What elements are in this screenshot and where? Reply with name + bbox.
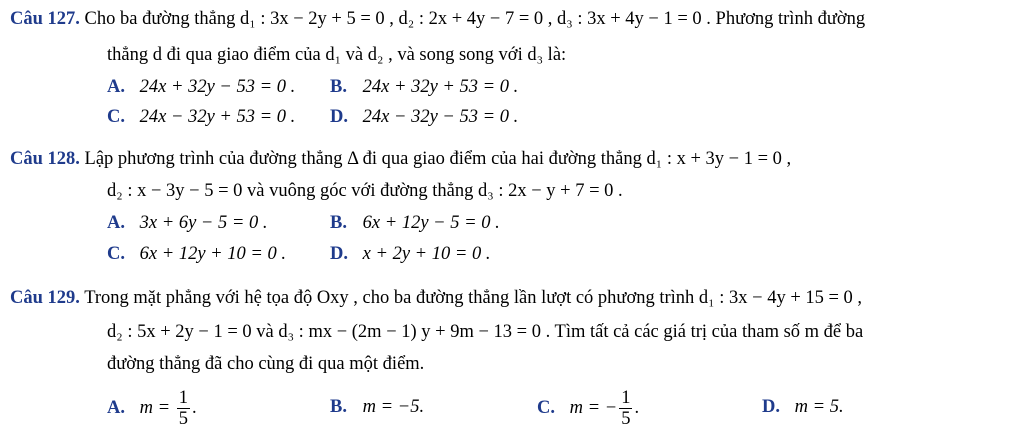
option-prefix: m = − <box>569 397 618 418</box>
fraction <box>619 388 632 429</box>
option-b[interactable] <box>330 74 518 100</box>
question-text: Trong mặt phẳng với hệ tọa độ Oxy , cho ba đường thẳng lần lượt có phương trình d₁ : 3x − 4y + 15 = 0 , <box>84 288 863 308</box>
option-c[interactable] <box>107 104 295 130</box>
fraction-denominator: 5 <box>178 409 188 429</box>
option-d[interactable] <box>330 241 491 267</box>
option-label: C. <box>107 244 125 264</box>
option-label: A. <box>107 77 125 97</box>
option-label: A. <box>107 397 125 418</box>
option-text: m = −5. <box>362 397 425 417</box>
option-c[interactable] <box>537 388 639 429</box>
question-number: Câu 127. <box>10 9 80 29</box>
option-a[interactable] <box>107 388 197 429</box>
option-b[interactable] <box>330 210 500 236</box>
option-a[interactable] <box>107 74 295 100</box>
option-b[interactable] <box>330 394 424 420</box>
option-c[interactable] <box>107 241 286 267</box>
fraction-denominator: 5 <box>621 409 631 429</box>
option-label: D. <box>762 397 780 417</box>
option-text: 24x − 32y − 53 = 0 . <box>362 107 519 127</box>
option-text: 6x + 12y + 10 = 0 . <box>139 244 286 264</box>
option-prefix: m = <box>139 397 175 418</box>
question-127-line-2: thẳng d đi qua giao điểm của d₁ và d₂ , và song song với d₃ là: <box>107 45 567 65</box>
option-a[interactable] <box>107 210 268 236</box>
option-text: 24x − 32y + 53 = 0 . <box>139 107 296 127</box>
option-label: C. <box>537 397 555 418</box>
option-label: B. <box>330 77 347 97</box>
option-label: D. <box>330 107 348 127</box>
option-d[interactable] <box>762 394 844 420</box>
question-127-line-1 <box>10 6 865 32</box>
question-128-line-2: d₂ : x − 3y − 5 = 0 và vuông góc với đường thẳng d₃ : 2x − y + 7 = 0 . <box>107 181 623 201</box>
option-suffix: . <box>634 397 640 418</box>
option-d[interactable] <box>330 104 518 130</box>
option-text: m = 5. <box>794 397 844 417</box>
option-text: 6x + 12y − 5 = 0 . <box>362 213 500 233</box>
option-suffix: . <box>191 397 197 418</box>
option-text: 24x + 32y − 53 = 0 . <box>139 77 296 97</box>
fraction-numerator: 1 <box>178 388 188 408</box>
question-text: Lập phương trình của đường thẳng Δ đi qua giao điểm của hai đường thẳng d₁ : x + 3y − 1 = 0 , <box>84 149 792 169</box>
option-label: B. <box>330 397 347 417</box>
question-text: Cho ba đường thẳng d₁ : 3x − 2y + 5 = 0 , d₂ : 2x + 4y − 7 = 0 , d₃ : 3x + 4y − 1 = 0 . Phương trình đường <box>84 9 866 29</box>
question-129-line-2: d₂ : 5x + 2y − 1 = 0 và d₃ : mx − (2m − 1) y + 9m − 13 = 0 . Tìm tất cả các giá trị của tham số m để ba <box>107 322 864 342</box>
question-129-line-1 <box>10 285 862 311</box>
question-number: Câu 128. <box>10 149 80 169</box>
option-text: 3x + 6y − 5 = 0 . <box>139 213 268 233</box>
option-text: 24x + 32y + 53 = 0 . <box>362 77 519 97</box>
option-label: B. <box>330 213 347 233</box>
option-label: D. <box>330 244 348 264</box>
option-text: x + 2y + 10 = 0 . <box>362 244 491 264</box>
option-label: A. <box>107 213 125 233</box>
question-number: Câu 129. <box>10 288 80 308</box>
fraction-numerator: 1 <box>621 388 631 408</box>
option-label: C. <box>107 107 125 127</box>
fraction <box>177 388 190 429</box>
question-128-line-1 <box>10 146 791 172</box>
question-129-line-3: đường thẳng đã cho cùng đi qua một điểm. <box>107 354 425 374</box>
